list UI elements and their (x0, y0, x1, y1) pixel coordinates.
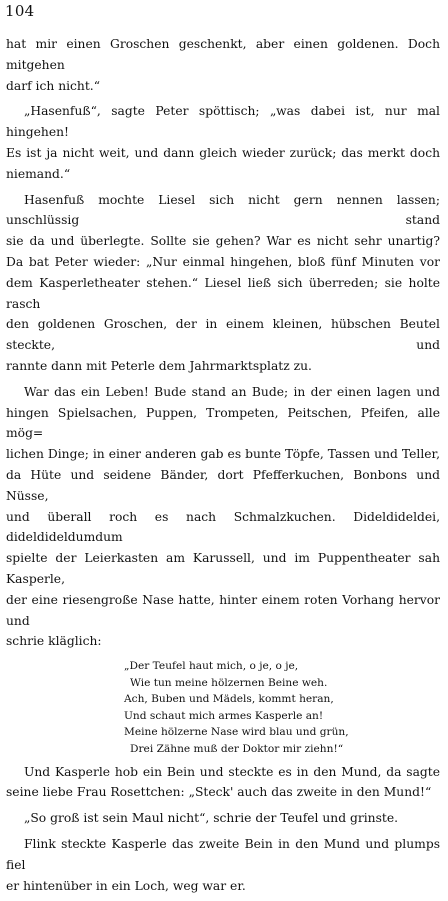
verse-line: „Der Teufel haut mich, o je, o je, (124, 660, 299, 673)
text-line: rannte dann mit Peterle dem Jahrmarktsplatz zu. (6, 358, 312, 373)
text-line: hat mir einen Groschen geschenkt, aber einen goldenen. Doch mitgehen (6, 37, 440, 72)
text-line: und überall roch es nach Schmalzkuchen. Dideldideldei, dideldideldumdum (6, 509, 440, 545)
text-line: niemand.“ (6, 166, 71, 181)
text-line: Hasenfuß mochte Liesel sich nicht gern nennen lassen; unschlüssig stand (6, 192, 440, 228)
text-line: seine liebe Frau Rosettchen: „Steck' auch das zweite in den Mund!“ (6, 785, 432, 800)
text-line: Flink steckte Kasperle das zweite Bein in den Mund und plumps fiel (6, 837, 440, 872)
paragraph-7 (6, 834, 440, 896)
text-line: War das ein Leben! Bude stand an Bude; in der einen lagen und (24, 384, 440, 399)
paragraph-2 (6, 101, 440, 184)
paragraph-5 (6, 762, 440, 804)
text-line: Und Kasperle hob ein Bein und steckte es in den Mund, da sagte (24, 764, 440, 779)
text-line: sie da und überlegte. Sollte sie gehen? War es nicht sehr unartig? (6, 234, 440, 249)
text-line: da Hüte und seidene Bänder, dort Pfefferkuchen, Bonbons und Nüsse, (6, 467, 440, 503)
verse-line: Ach, Buben und Mädels, kommt heran, (124, 693, 334, 706)
verse-line: Und schaut mich armes Kasperle an! (124, 709, 324, 722)
text-line: der eine riesengroße Nase hatte, hinter einem roten Vorhang hervor und (6, 592, 440, 628)
verse-line: Drei Zähne muß der Doktor mir ziehn!“ (130, 743, 344, 756)
verse-line: Meine hölzerne Nase wird blau und grün, (124, 726, 349, 739)
text-line: Da bat Peter wieder: „Nur einmal hingehen, bloß fünf Minuten vor (6, 254, 440, 269)
paragraph-6 (6, 808, 440, 829)
text-line: dem Kasperletheater stehen.“ Liesel ließ sich überreden; sie holte rasch (6, 275, 440, 311)
verse-block (6, 658, 440, 758)
text-line: er hintenüber in ein Loch, weg war er. (6, 878, 246, 893)
text-line: darf ich nicht.“ (6, 78, 100, 93)
text-line: schrie kläglich: (6, 634, 102, 649)
page-number: 104 (5, 2, 35, 20)
verse-line: Wie tun meine hölzernen Beine weh. (130, 676, 328, 689)
text-line: spielte der Leierkasten am Karussell, und im Puppentheater sah Kasperle, (6, 551, 440, 586)
text-line: „Hasenfuß“, sagte Peter spöttisch; „was dabei ist, nur mal hingehen! (6, 104, 440, 140)
text-line: „So groß ist sein Maul nicht“, schrie der Teufel und grinste. (24, 811, 399, 826)
body-text (6, 34, 440, 901)
paragraph-3 (6, 190, 440, 377)
paragraph-4 (6, 382, 440, 652)
text-line: lichen Dinge; in einer anderen gab es bunte Töpfe, Tassen und Teller, (6, 447, 440, 462)
paragraph-1 (6, 34, 440, 96)
text-line: Es ist ja nicht weit, und dann gleich wieder zurück; das merkt doch (6, 145, 440, 160)
text-line: den goldenen Groschen, der in einem kleinen, hübschen Beutel steckte, und (6, 317, 440, 353)
text-line: hingen Spielsachen, Puppen, Trompeten, Peitschen, Pfeifen, alle mög= (6, 405, 440, 441)
